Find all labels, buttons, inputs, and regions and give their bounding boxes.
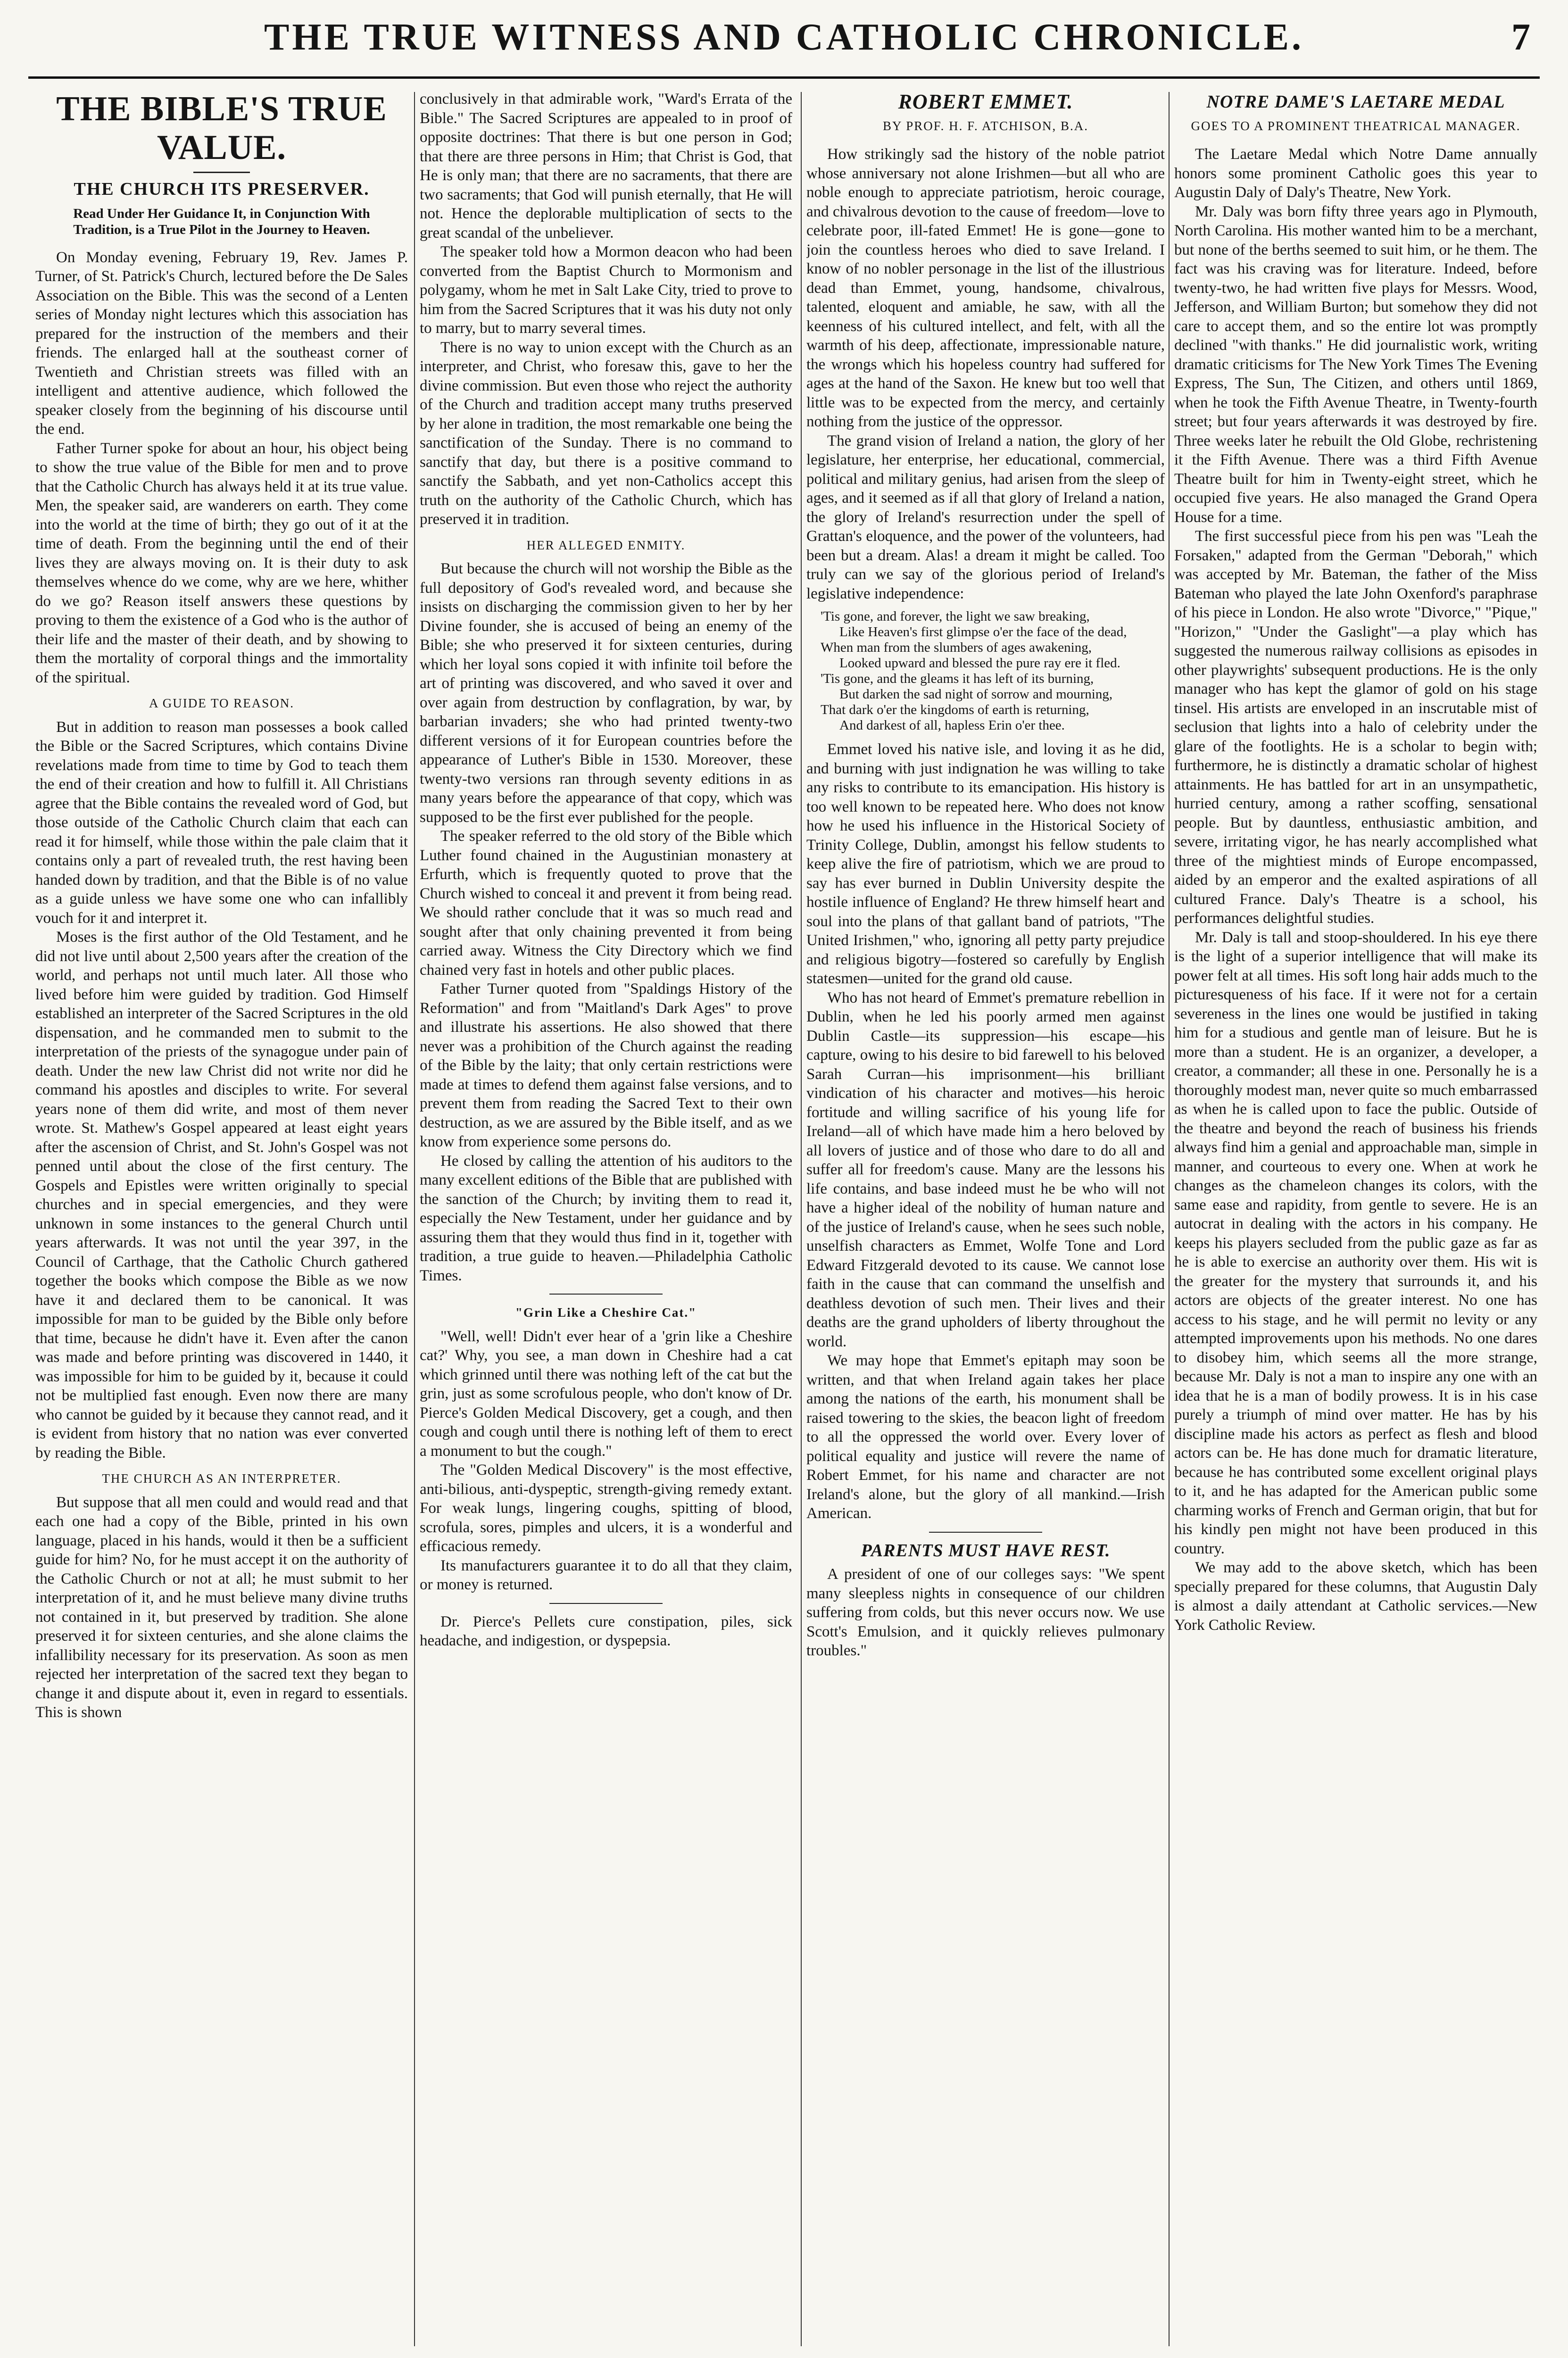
section-heading: A GUIDE TO REASON. — [149, 696, 295, 710]
paragraph: He closed by calling the attention of his auditors to the many excellent editions of the Bible that are published with the sanction of the Church; by inviting them to read it, especially the New Testament, under her guidance and by assuring them that they would thus find in it, together with tradition, a true guide to heaven.—Philadelphia Catholic Times. — [420, 1152, 792, 1284]
paragraph: We may add to the above sketch, which has been specially prepared for these columns, that Augustin Daly is almost a daily attendant at Catholic services.—New York Catholic Review. — [1174, 1559, 1537, 1634]
article-separator — [549, 1603, 663, 1604]
article-headline: PARENTS MUST HAVE REST. — [861, 1540, 1111, 1561]
poem-line: 'Tis gone, and forever, the light we saw breaking, — [821, 609, 1090, 624]
paragraph: Moses is the first author of the Old Testament, and he did not live until about 2,500 years after the creation of the world, and perhaps not until much later. All those who lived before him were guided by tradition. God Himself established an interpreter of the Sacred Scriptures in the old dispensation, and he commanded men to submit to the interpretation of the priests of the synagogue under pain of death. Under the new law Christ did not write nor did he command his apostles and disciples to write. For several years none of them did write, and most of them never wrote. St. Mathew's Gospel appeared at least eight years after the ascension of Christ, and St. John's Gospel was not penned until about the close of the first century. The Gospels and Epistles were written originally to special churches and in special emergencies, and they were unknown in some instances to the general Church until years afterwards. It was not until the year 397, in the Council of Carthage, that the Catholic Church gathered together the books which compose the Bible as we now have it and declared them to be canonical. It was impossible for man to be guided by the Bible only before that time, because he didn't have it. Even after the canon was made and before printing was discovered in 1440, it was impossible for him to be guided by it, because it could not be multiplied fast enough. Even now there are many who cannot be guided by it because they cannot read, and it is evident from history that no nation was ever converted by reading the Bible. — [35, 929, 408, 1461]
article-headline: THE BIBLE'S TRUE VALUE. — [56, 90, 387, 167]
paragraph: The Laetare Medal which Notre Dame annually honors some prominent Catholic goes this year to Augustin Daly of Daly's Theatre, New York. — [1174, 146, 1537, 201]
paragraph: The grand vision of Ireland a nation, the glory of her legislature, her enterprise, her educational, commercial, political and military genius, had arisen from the sleep of ages, and it seemed as if all that glory of Ireland a nation, the glory of Ireland's resurrection under the spell of Grattan's eloquence, and the power of the volunteers, had been but a dream. Alas! a dream it might be called. Too truly can we say of the glorious period of Ireland's legislative independence: — [806, 432, 1165, 602]
article-deck: Read Under Her Guidance It, in Conjunction With Tradition, is a True Pilot in the Journey to Heaven. — [73, 206, 370, 237]
section-heading: THE CHURCH AS AN INTERPRETER. — [102, 1471, 341, 1486]
paragraph: Father Turner quoted from "Spaldings History of the Reformation" and from "Maitland's Dark Ages" to prove and illustrate his assertions. He also showed that there never was a prohibition of the Church against the reading of the Bible by the laity; that only certain restrictions were made at times to defend them against false versions, and to prevent them from reading the Sacred Text to their own destruction, as we are assured by the Bible itself, and as we know from experience some persons do. — [420, 980, 792, 1150]
poem — [821, 609, 1165, 733]
column-2 — [420, 90, 792, 2353]
paragraph: We may hope that Emmet's epitaph may soon be written, and that when Ireland again takes her place among the nations of the earth, his monument shall be raised towering to the skies, the beacon light of freedom to all the oppressed the world over. Every lover of political equality and justice will revere the name of Robert Emmet, for his name and character are not Ireland's alone, but the glory of all mankind.—Irish American. — [806, 1352, 1165, 1522]
paragraph: "Well, well! Didn't ever hear of a 'grin like a Cheshire cat?' Why, you see, a man down in Cheshire had a cat which grinned until there was nothing left of the cat but the grin, just as some scrofulous people, who don't know of Dr. Pierce's Golden Medical Discovery, get a cough, and then cough and cough until there is nothing left of them to erect a monument to but the cough." — [420, 1328, 792, 1460]
column-1 — [35, 90, 408, 2353]
article-subheadline: THE CHURCH ITS PRESERVER. — [74, 179, 370, 199]
poem-line: But darken the sad night of sorrow and mourning, — [839, 687, 1113, 702]
column-rule — [801, 92, 802, 2346]
article-headline: ROBERT EMMET. — [898, 90, 1073, 113]
poem-line: And darkest of all, hapless Erin o'er thee. — [839, 718, 1065, 733]
paragraph: conclusively in that admirable work, "Ward's Errata of the Bible." The Sacred Scriptures are appealed to in proof of opposite doctrines: That there is but one person in God; that there are three persons in Him; that Christ is God, that He is only man; that there are no sacraments, that there are two sacraments; that God will punish eternally, that He will not. Hence the deplorable multiplication of sects to the great scandal of the unbeliever. — [420, 91, 792, 241]
article-headline: NOTRE DAME'S LAETARE MEDAL — [1206, 92, 1505, 112]
paragraph: But suppose that all men could and would read and that each one had a copy of the Bible, printed in his own language, placed in his hands, would it then be a sufficient guide for him? No, for he must accept it on the authority of the Catholic Church or not at all; he must submit to her interpretation of it, and he must believe many divine truths not contained in it, but preserved by tradition. She alone preserved it for sixteen centuries, and she alone claims the infallibility necessary for its preservation. As soon as men rejected her interpretation of the sacred text they began to change it and dispute about it, even in regard to essentials. This is shown — [35, 1494, 408, 1721]
poem-line: 'Tis gone, and the gleams it has left of its burning, — [821, 671, 1094, 686]
paragraph: The first successful piece from his pen was "Leah the Forsaken," adapted from the German "Deborah," which was accepted by Mr. Bateman, the father of the Miss Bateman who played the late John Oxenford's paraphrase of his piece in London. He also wrote "Divorce," "Pique," "Horizon," "Under the Gaslight"—a play which has suggested the numerous railway collisions as episodes in other playwrights' subsequent productions. He is the only manager who has kept the glamor of gold on his stage tinsel. His artists are enveloped in an inscrutable mist of seclusion that lights into a halo of celebrity under the glare of the footlights. He is a scholar to begin with; furthermore, he is distinctly a dramatic scholar of highest attainments. He has battled for art in an unsympathetic, hurried century, among a rather scoffing, sensational people. But by dauntless, enthusiastic ambition, and severe, irritating vigor, he has nearly accomplished what three of the mightiest minds of Europe encompassed, aided by an emperor and the exalted aspirations of all cultured France. Daly's Theatre is a school, his performances delightful studies. — [1174, 528, 1537, 927]
byline: BY PROF. H. F. ATCHISON, B.A. — [882, 118, 1088, 133]
column-rule — [1169, 92, 1170, 2346]
article-separator — [929, 1532, 1042, 1533]
paragraph: But because the church will not worship the Bible as the full depository of God's revealed word, and because she insists on discharging the commission given to her by her Divine founder, she is accused of being an enemy of the Bible; she who preserved it for sixteen centuries, during which her loyal sons copied it with infinite toil before the art of printing was discovered, and who saved it over and over again from destruction by conflagration, by war, by barbarian invaders; she who had printed twenty-two different versions of it for European countries before the appearance of Luther's Bible in 1530. Moreover, these twenty-two versions ran through seventy editions in as many years before the appearance of that copy, which was supposed to be the first ever published for the people. — [420, 560, 792, 826]
paragraph: Dr. Pierce's Pellets cure constipation, piles, sick headache, and indigestion, or dyspepsia. — [420, 1613, 792, 1649]
poem-line: When man from the slumbers of ages awakening, — [821, 640, 1092, 655]
paragraph: Who has not heard of Emmet's premature rebellion in Dublin, when he led his poorly armed men against Dublin Castle—its suppression—his escape—his capture, owing to his desire to bid farewell to his beloved Sarah Curran—his imprisonment—his brilliant vindication of his character and motives—his heroic fortitude and willing sacrifice of his young life for Ireland—all of which have made him a hero beloved by all lovers of justice and of those who dare to do all and suffer all for freedom's cause. Many are the lessons his life contains, and base indeed must he be who will not have a higher ideal of the nobility of human nature and of the justice of Ireland's cause, when he sees such noble, unselfish characters as Emmet, Wolfe Tone and Lord Edward Fitzgerald devoted to its cause. We cannot lose faith in the cause that can command the unselfish and deathless devotion of such men. Their lives and their deaths are the grand upholders of liberty throughout the world. — [806, 989, 1165, 1350]
newspaper-title: THE TRUE WITNESS AND CATHOLIC CHRONICLE. — [264, 17, 1304, 58]
paragraph: Father Turner spoke for about an hour, his object being to show the true value of the Bible for men and to prove that the Catholic Church has always held it at its true value. Men, the speaker said, are wanderers on earth. They come into the world at the time of birth; they go out of it at the time of death. From the beginning until the end of their lives they are always moving on. It is their duty to ask themselves whence do we come, why are we here, whither do we go? Reason itself answers these questions by proving to them the existence of a God who is the author of their life and the master of their death, and by showing to them the mortality of corporal things and the immortality of the spiritual. — [35, 440, 408, 686]
paragraph: Emmet loved his native isle, and loving it as he did, and burning with just indignation he was willing to take any risks to contribute to its emancipation. His history is too well known to be repeated here. Who does not know how he used his influence in the Historical Society of Trinity College, Dublin, amongst his fellow students to keep alive the fire of patriotism, which we are proud to say has ever burned in Dublin University despite the hostile influence of England? He threw himself heart and soul into the plans of that gallant band of patriots, "The United Irishmen," who, ignoring all petty party prejudice and religious bigotry—fostered so carefully by English statesmen—united for the grand old cause. — [806, 741, 1165, 987]
section-heading: HER ALLEGED ENMITY. — [526, 538, 686, 552]
ad-headline: "Grin Like a Cheshire Cat." — [515, 1305, 697, 1320]
page-number: 7 — [1511, 17, 1530, 58]
poem-line: That dark o'er the kingdoms of earth is returning, — [821, 702, 1089, 717]
paragraph: But in addition to reason man possesses a book called the Bible or the Sacred Scriptures, which contains Divine revelations made from time to time by God to teach them the end of their creation and how to fulfill it. All Christians agree that the Bible contains the revealed word of God, but those outside of the Catholic Church claim that each can read it for himself, while those within the pale claim that it contains only a part of revealed truth, the rest having been handed down by tradition, and that the Bible is of no value as a guide unless we have some one who can infallibly vouch for it and interpret it. — [35, 718, 408, 927]
column-4 — [1174, 90, 1537, 2353]
paragraph: The "Golden Medical Discovery" is the most effective, anti-bilious, anti-dyspeptic, strength-giving remedy extant. For weak lungs, lingering coughs, spitting of blood, scrofula, sores, pimples and ulcers, it is a wonderful and efficacious remedy. — [420, 1461, 792, 1555]
paragraph: A president of one of our colleges says: "We spent many sleepless nights in consequence of our children suffering from colds, but this never occurs now. We use Scott's Emulsion, and it quickly relieves pulmonary troubles." — [806, 1566, 1165, 1659]
poem-line: Looked upward and blessed the pure ray ere it fled. — [839, 656, 1120, 671]
column-3 — [806, 90, 1165, 2353]
column-rule — [414, 92, 415, 2346]
paragraph: The speaker referred to the old story of the Bible which Luther found chained in the Augustinian monastery at Erfurth, which is frequently quoted to prove that the Church wished to conceal it and prevent it from being read. We should rather conclude that it was so much read and sought after that only chaining prevented it from being carried away. Witness the City Directory which we find chained very fast in hotels and other public places. — [420, 828, 792, 979]
paragraph: How strikingly sad the history of the noble patriot whose anniversary not alone Irishmen—but all who are noble enough to appreciate patriotism, heroic courage, and chivalrous devotion to the cause of freedom—love to celebrate poor, ill-fated Emmet! He is gone—gone to join the countless heroes who died to save Ireland. I know of no nobler personage in the list of the illustrious dead than Emmet, young, handsome, chivalrous, talented, eloquent and amiable, he saw, with all the keenness of his cultured intellect, and felt, with all the warmth of his deep, affectionate, impressionable nature, the wrongs which his hopeless country had suffered for ages at the hand of the Saxon. He knew but too well that little was to be expected from the mercy, and certainly nothing from the justice of the oppressor. — [806, 146, 1165, 430]
paragraph: On Monday evening, February 19, Rev. James P. Turner, of St. Patrick's Church, lectured before the De Sales Association on the Bible. This was the second of a Lenten series of Monday night lectures which this association has prepared for the instruction of the members and their friends. The enlarged hall at the southeast corner of Twentieth and Christian streets was filled with an intelligent and attentive audience, which followed the speaker closely from the beginning of his discourse until the end. — [35, 249, 408, 438]
article-separator — [549, 1294, 663, 1295]
paragraph: Mr. Daly was born fifty three years ago in Plymouth, North Carolina. His mother wanted him to be a merchant, but none of the berths seemed to suit him, or he them. The fact was his craving was for literature. Indeed, before twenty-two, he had written five plays for Messrs. Wood, Jefferson, and William Burton; but somehow they did not care to accept them, and so the entire lot was promptly declined "with thanks." He did journalistic work, writing dramatic criticisms for The New York Times The Evening Express, The Sun, The Citizen, and others until 1869, when he took the Fifth Avenue Theatre, in Twenty-fourth street; but four years afterwards it was destroyed by fire. Three weeks later he rebuilt the Old Globe, rechristening it the Fifth Avenue. There was a third Fifth Avenue Theatre built for him in Twenty-eight street, which he occupied five years. He also managed the Grand Opera House for a time. — [1174, 203, 1537, 526]
paragraph: There is no way to union except with the Church as an interpreter, and Christ, who foresaw this, gave to her the divine commission. But even those who reject the authority of the Church and tradition accept many truths preserved by her alone in tradition, the most remarkable one being the sanctification of the Sunday. There is no command to sanctify that day, but there is a positive command to sanctify the Sabbath, and yet non-Catholics accept this truth on the authority of the Catholic Church, which has preserved it in tradition. — [420, 339, 792, 528]
paragraph: The speaker told how a Mormon deacon who had been converted from the Baptist Church to Mormonism and polygamy, whom he met in Salt Lake City, tried to prove to him from the Sacred Scriptures that it was his duty not only to marry, but to marry several times. — [420, 243, 792, 337]
paragraph: Mr. Daly is tall and stoop-shouldered. In his eye there is the light of a superior intelligence that will make its power felt at all times. His soft long hair adds much to the picturesqueness of his face. If it were not for a certain severeness in the lines one would be justified in taking him for a studious and gentle man of leisure. But he is more than a student. He is an organizer, a developer, a creator, a commander; all these in one. Personally he is a thoroughly modest man, never quite so much embarrassed as when he is called upon to face the public. Outside of the theatre and beyond the reach of business his friends always find him a genial and approachable man, simple in manner, and courteous to every one. When at work he changes as the chameleon changes its colors, with the same ease and rapidity, from gentle to severe. He is an autocrat in dealing with the actors in his company. He keeps his players secluded from the public gaze as far as he is able to exercise an authority over them. His wit is the greater for the mystery that surrounds it, and his actors are objects of the greater interest. No one has access to his stage, and he will permit no levity or any attempted improvements upon his methods. No one dares to disobey him, which seems all the more strange, because Mr. Daly is not a man to inspire any one with an idea that he is a man of bodily prowess. It is in his case purely a triumph of mind over matter. He has by his discipline made his actors as perfect as flesh and blood actors can be. He has done much for dramatic literature, because he has contributed some excellent original plays to it, and he has adapted for the American public some charming works of French and German origin, that but for his kindly pen might not have been produced in this country. — [1174, 929, 1537, 1557]
paragraph: Its manufacturers guarantee it to do all that they claim, or money is returned. — [420, 1557, 792, 1593]
masthead — [28, 6, 1540, 79]
article-deck: GOES TO A PROMINENT THEATRICAL MANAGER. — [1191, 118, 1521, 133]
headline-rule — [193, 172, 250, 173]
poem-line: Like Heaven's first glimpse o'er the face of the dead, — [839, 624, 1127, 639]
